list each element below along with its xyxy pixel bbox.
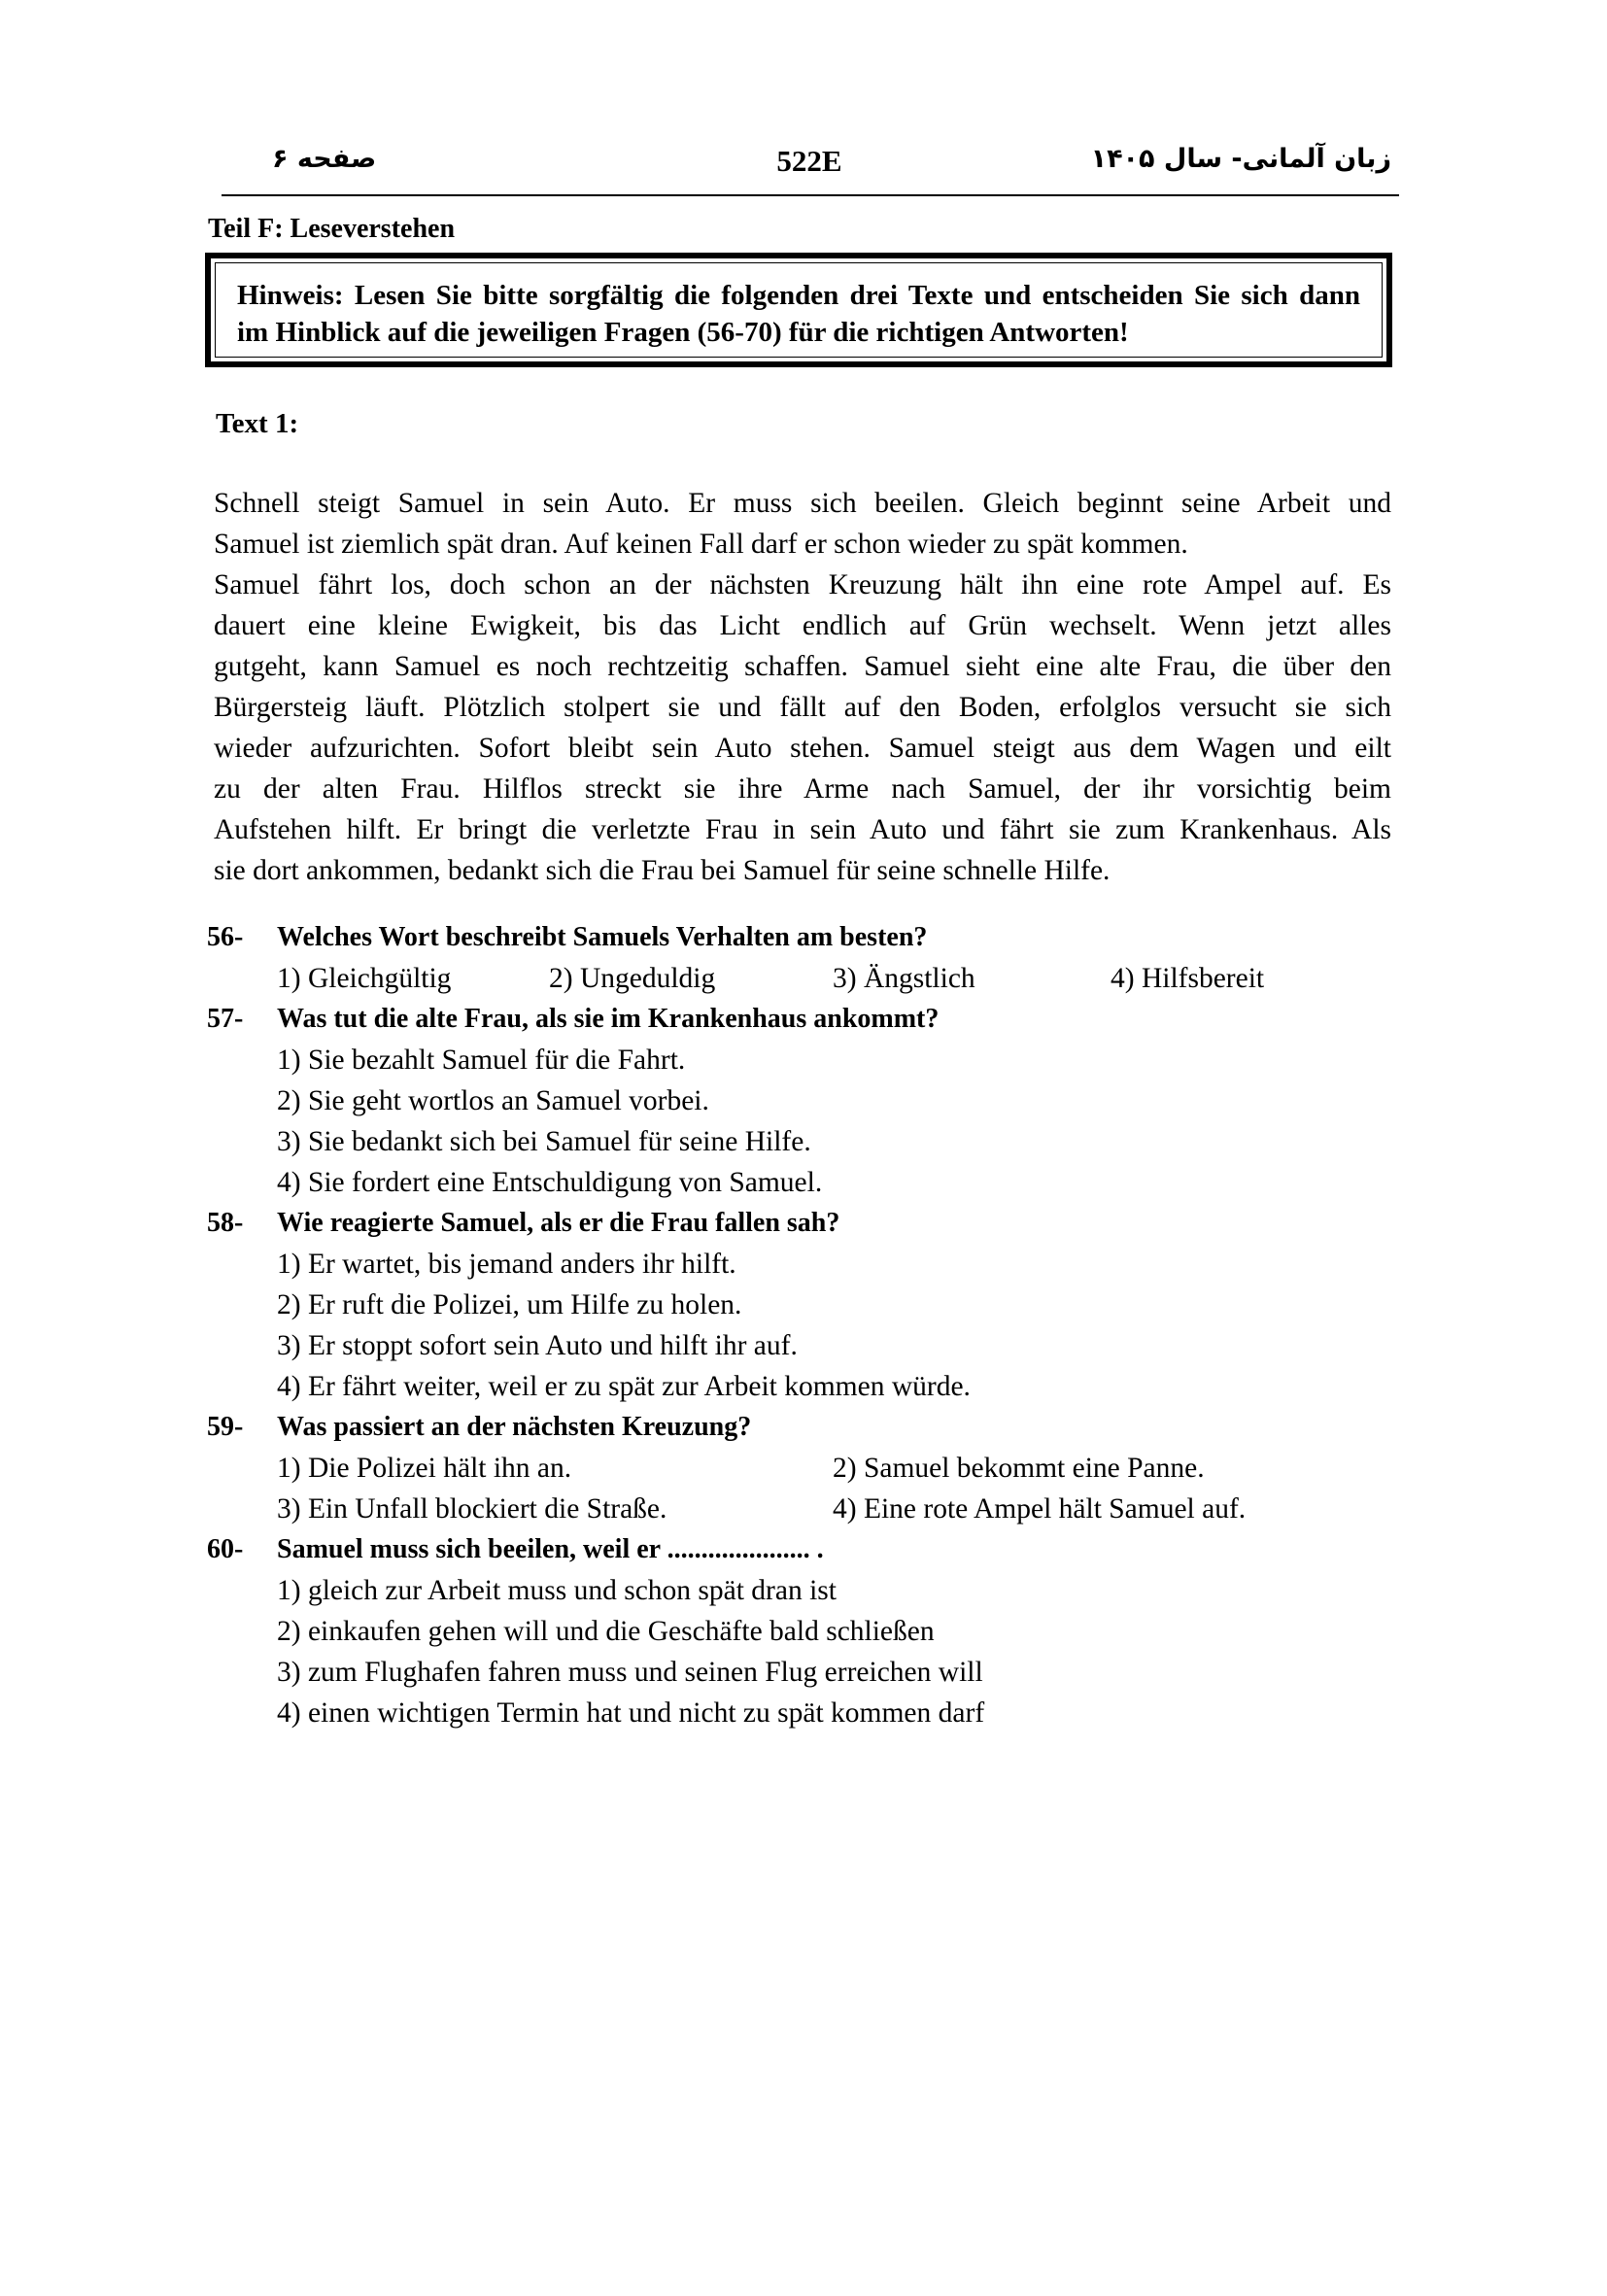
answer-option-4[interactable]: 4) Eine rote Ampel hält Samuel auf. [833,1493,1247,1525]
option-row [277,1244,1402,1285]
instruction-line-1: Hinweis: Lesen Sie bitte sorgfältig die folgenden drei Texte und entscheiden Sie sich dann [237,280,1360,311]
instruction-line-2: im Hinblick auf die jeweiligen Fragen (56-70) für die richtigen Antworten! [237,317,1129,348]
question-stem: Was tut die alte Frau, als sie im Krankenhaus ankommt? [277,1004,940,1034]
passage-line: Schnell steigt Samuel in sein Auto. Er muss sich beeilen. Gleich beginnt seine Arbeit und [214,488,1391,519]
page-number-label: صفحه ۶ [272,144,377,174]
option-row [277,1040,1402,1080]
answer-option-2[interactable]: 2) Sie geht wortlos an Samuel vorbei. [277,1085,709,1116]
question-57 [207,999,1402,1203]
question-stem: Samuel muss sich beeilen, weil er ..................... . [277,1534,824,1564]
option-row [277,1080,1402,1121]
passage-line: Samuel fährt los, doch schon an der nächsten Kreuzung hält ihn eine rote Ampel auf. Es [214,569,1391,600]
question-stem: Was passiert an der nächsten Kreuzung? [277,1412,752,1442]
question-number: 59- [207,1412,244,1442]
answer-option-2[interactable]: 2) Ungeduldig [549,963,716,994]
option-row [277,1652,1402,1693]
option-row [277,1121,1402,1162]
passage-line: zu der alten Frau. Hilflos streckt sie ihre Arme nach Samuel, der ihr vorsichtig beim [214,773,1391,805]
exam-code: 522E [776,144,842,178]
answer-option-1[interactable]: 1) gleich zur Arbeit muss und schon spät dran ist [277,1575,837,1606]
answer-option-3[interactable]: 3) Ein Unfall blockiert die Straße. [277,1493,667,1525]
question-56 [207,917,1402,999]
question-header [207,1203,1402,1244]
passage-line: Samuel ist ziemlich spät dran. Auf keinen Fall darf er schon wieder zu spät kommen. [214,529,1188,560]
question-header [207,999,1402,1040]
section-title: Teil F: Leseverstehen [208,214,456,244]
option-row [277,1489,1402,1529]
header-divider [222,194,1399,196]
question-number: 57- [207,1004,244,1034]
question-stem: Welches Wort beschreibt Samuels Verhalten am besten? [277,922,928,952]
option-row [277,1162,1402,1203]
passage-line: wieder aufzurichten. Sofort bleibt sein Auto stehen. Samuel steigt aus dem Wagen und eilt [214,733,1391,764]
text-label: Text 1: [216,408,299,439]
passage-line: dauert eine kleine Ewigkeit, bis das Licht endlich auf Grün wechselt. Wenn jetzt alles [214,610,1391,641]
question-59 [207,1407,1402,1529]
option-row [277,1325,1402,1366]
passage-line: gutgeht, kann Samuel es noch rechtzeitig schaffen. Samuel sieht eine alte Frau, die über den [214,651,1391,682]
question-60 [207,1529,1402,1733]
option-row [277,1366,1402,1407]
reading-passage [214,483,1391,891]
instruction-box [205,253,1392,367]
answer-option-2[interactable]: 2) einkaufen gehen will und die Geschäfte bald schließen [277,1616,935,1647]
question-number: 58- [207,1208,244,1238]
answer-option-1[interactable]: 1) Die Polizei hält ihn an. [277,1453,572,1484]
answer-option-4[interactable]: 4) Hilfsbereit [1111,963,1265,994]
passage-line: Bürgersteig läuft. Plötzlich stolpert sie und fällt auf den Boden, erfolglos versucht sie sich [214,692,1391,723]
option-row [277,1570,1402,1611]
question-number: 60- [207,1534,244,1564]
answer-option-2[interactable]: 2) Er ruft die Polizei, um Hilfe zu holen. [277,1289,742,1320]
answer-option-1[interactable]: 1) Gleichgültig [277,963,452,994]
instruction-box-inner [215,262,1383,358]
passage-line: Aufstehen hilft. Er bringt die verletzte Frau in sein Auto und fährt sie zum Krankenhaus. Als [214,814,1391,845]
answer-option-3[interactable]: 3) Ängstlich [833,963,975,994]
option-row [277,1693,1402,1733]
question-header [207,1529,1402,1570]
question-header [207,917,1402,958]
answer-option-1[interactable]: 1) Er wartet, bis jemand anders ihr hilft. [277,1249,736,1280]
page-header [222,144,1397,190]
question-stem: Wie reagierte Samuel, als er die Frau fallen sah? [277,1208,840,1238]
question-list [207,917,1402,1733]
answer-option-4[interactable]: 4) einen wichtigen Termin hat und nicht zu spät kommen darf [277,1697,985,1729]
answer-option-3[interactable]: 3) zum Flughafen fahren muss und seinen Flug erreichen will [277,1657,983,1688]
passage-line: sie dort ankommen, bedankt sich die Frau bei Samuel für seine schnelle Hilfe. [214,855,1111,886]
option-row [277,1611,1402,1652]
answer-option-4[interactable]: 4) Er fährt weiter, weil er zu spät zur Arbeit kommen würde. [277,1371,971,1402]
subject-year-label: زبان آلمانی- سال ۱۴۰۵ [1090,144,1391,174]
option-row [277,1285,1402,1325]
answer-option-4[interactable]: 4) Sie fordert eine Entschuldigung von Samuel. [277,1167,823,1198]
option-row [277,1448,1402,1489]
answer-option-1[interactable]: 1) Sie bezahlt Samuel für die Fahrt. [277,1045,686,1076]
answer-option-3[interactable]: 3) Sie bedankt sich bei Samuel für seine Hilfe. [277,1126,811,1157]
answer-option-2[interactable]: 2) Samuel bekommt eine Panne. [833,1453,1205,1484]
question-number: 56- [207,922,244,952]
option-row [277,958,1402,999]
question-header [207,1407,1402,1448]
question-58 [207,1203,1402,1407]
answer-option-3[interactable]: 3) Er stoppt sofort sein Auto und hilft ihr auf. [277,1330,798,1361]
